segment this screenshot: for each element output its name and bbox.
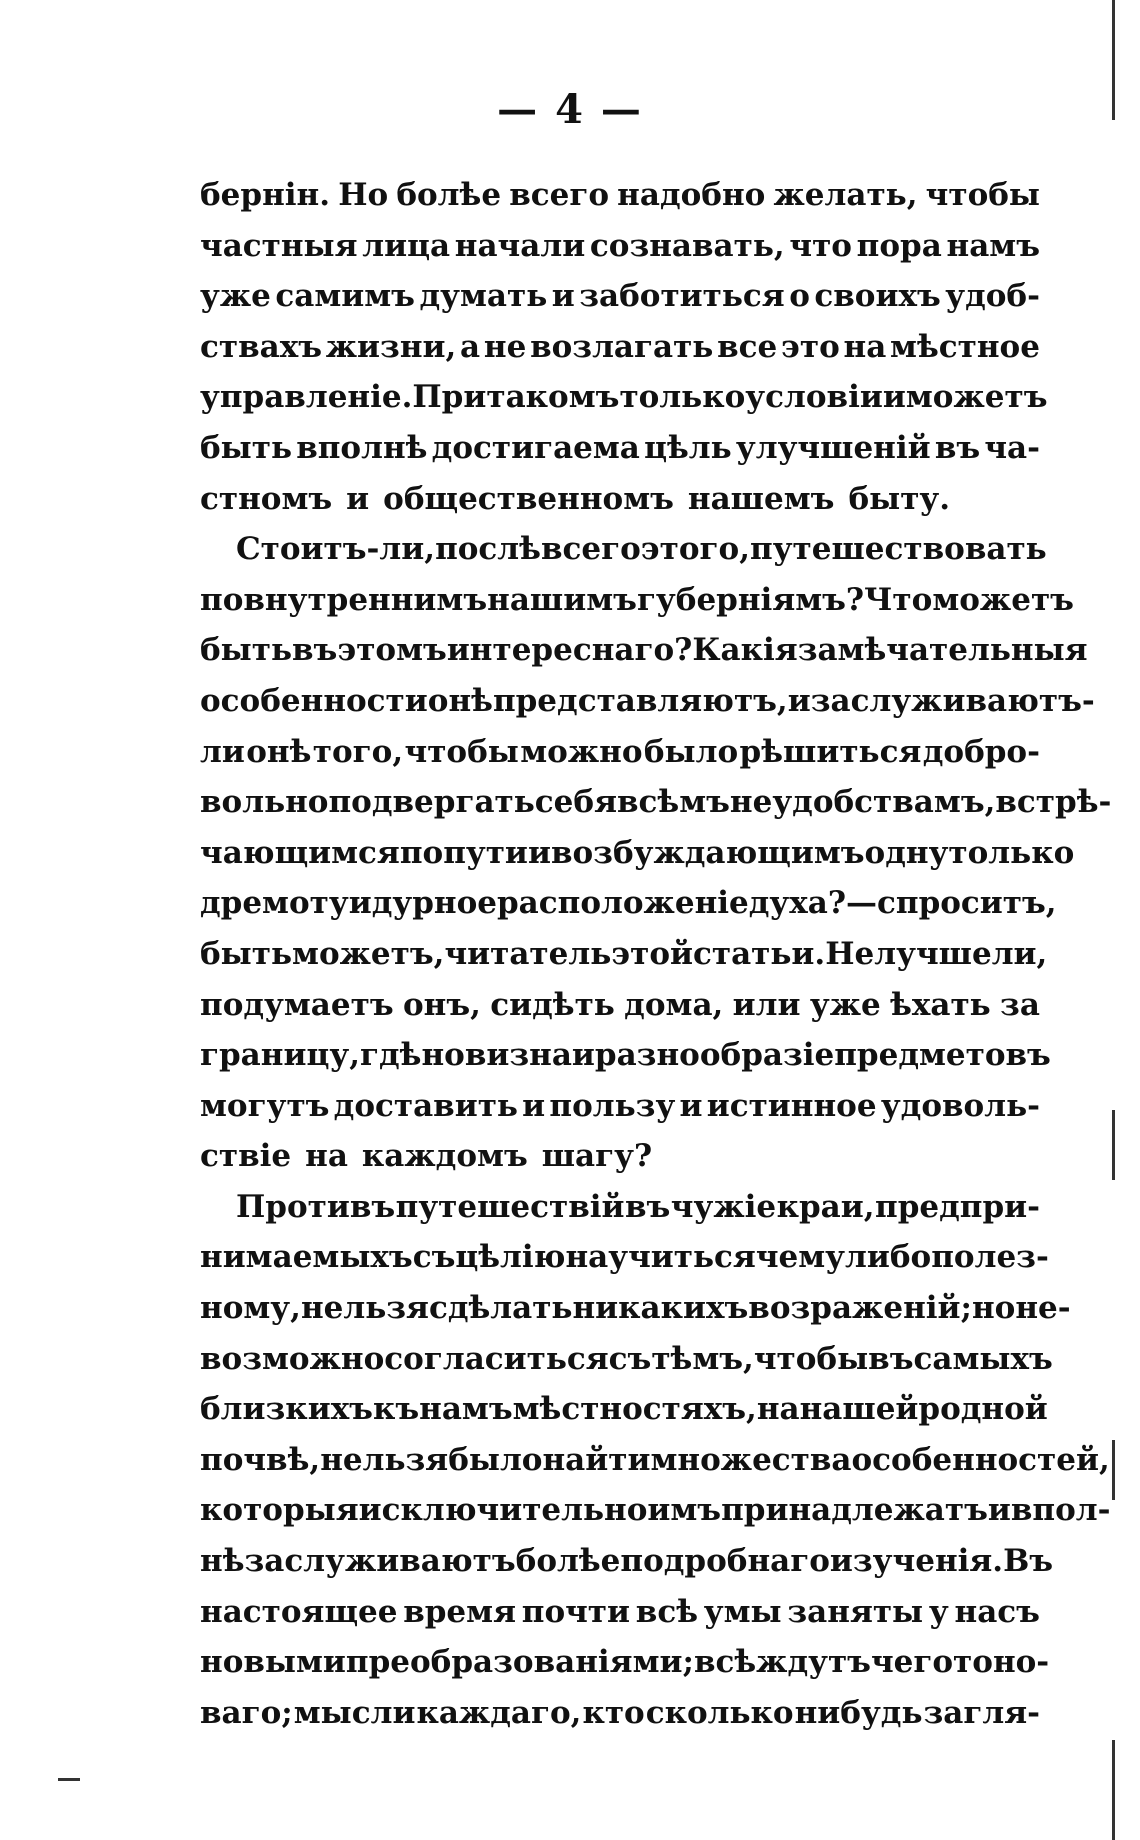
word: заняты [787,1593,924,1630]
word: о [789,278,810,315]
word: желать, [773,177,918,213]
word: улучшеній [735,429,931,466]
word: родной [918,1391,1048,1428]
word: то [953,1644,993,1681]
word: болѣе [396,177,502,213]
word: преобразованіями; [345,1644,694,1681]
word: читатель [444,935,612,972]
word: стномъ [200,480,333,517]
word: уже [200,278,271,315]
word: мѣстное [890,328,1040,365]
word: быть [200,632,293,669]
word: всѣ [635,1593,698,1630]
text-line [200,1030,1051,1081]
word: можно [520,733,643,770]
word: пути [443,834,528,871]
word: у [928,1593,949,1630]
word: множества [650,1441,852,1478]
word: и [346,480,370,517]
text-line [200,221,1040,272]
text-line [200,1182,1040,1233]
word: Но [338,177,389,213]
word: ли [200,733,245,770]
word: полез- [931,1239,1049,1276]
word: краи, [776,1188,875,1225]
word: исключительно [358,1492,648,1529]
word: новыми [200,1644,346,1681]
word: быть [200,935,293,972]
word: чающимся [200,834,400,871]
text-line [200,1384,1048,1435]
word: частныя [200,227,358,264]
word: Въ [1003,1543,1054,1580]
word: насъ [954,1593,1040,1630]
word: заслуживаютъ- [810,682,1095,719]
word: и [882,379,906,416]
word: тѣмъ, [651,1340,754,1377]
word: что [789,227,852,264]
page-number: — 4 — [497,86,643,133]
text-line [200,1283,1071,1334]
word: сдѣлать [428,1290,573,1327]
word: расположеніе [497,885,749,922]
word: возлагать [530,328,714,365]
word: настоящее [200,1593,398,1630]
word: надобно [617,177,766,213]
text-line [200,1485,1111,1536]
word: съ [412,1239,456,1276]
word: и [551,278,575,315]
word: этой [611,935,694,972]
word: дурное [371,885,497,922]
word: путешествій [395,1188,625,1225]
word: мысли [293,1694,416,1731]
word: Какія [692,632,798,669]
text-line [200,1232,1049,1283]
word: на [756,1391,800,1428]
word: доставить [333,1087,518,1124]
word: удоволь- [880,1087,1040,1124]
word: было [448,1441,543,1478]
word: онъ, [402,986,481,1023]
word: замѣчательныя [797,632,1088,669]
word: это [780,328,840,365]
word: статьи. [693,935,826,972]
word: заслуживаютъ [244,1543,516,1580]
word: въ [934,429,981,466]
text-line [200,727,1040,778]
text-line [200,1131,1040,1182]
word: намъ [419,1391,513,1428]
word: чтобы [753,1340,869,1377]
word: чтобы [404,733,519,770]
word: ваго; [200,1694,293,1731]
text-line [200,372,1048,423]
word: время [403,1593,516,1630]
word: цѣлію [455,1239,566,1276]
word: въ [868,1340,914,1377]
word: дремоту [200,885,349,922]
word: можетъ, [292,935,445,972]
text-line [200,524,1047,575]
word: жизни, [325,328,457,365]
word: онѣ [246,733,312,770]
word: къ [372,1391,420,1428]
right-margin-rule-lower [1112,1440,1115,1500]
word: не [483,328,527,365]
word: имъ [647,1492,722,1529]
text-line [200,423,1040,474]
word: или [732,986,801,1023]
word: встрѣ- [995,784,1112,821]
word: чему [755,1239,845,1276]
word: впол- [1010,1492,1111,1529]
word: разнообразіе [594,1037,835,1074]
word: могутъ [200,1087,330,1124]
word: нибудь [794,1694,923,1731]
word: интереснаго? [446,632,693,669]
word: достигаема [431,429,640,466]
text-line [200,322,1040,373]
word: принадлежатъ [721,1492,988,1529]
word: особенностей, [851,1441,1110,1478]
word: дома, [624,986,724,1023]
word: вполнѣ [296,429,428,466]
word: себя [534,784,617,821]
word: нельзя [320,1441,449,1478]
right-margin-rule-middle [1112,1110,1115,1180]
text-line [200,575,1074,626]
word: сидѣть [490,986,615,1023]
word: мѣстностяхъ, [512,1391,757,1428]
word: вольно [200,784,329,821]
word: ѣхать [890,986,991,1023]
word: духа?— [748,885,878,922]
word: подумаетъ [200,986,394,1023]
word: истинное [706,1087,877,1124]
word: онѣ [427,682,493,719]
margin-mark [58,1778,80,1781]
word: на [843,328,887,365]
word: путешествовать [750,531,1047,568]
word: удоб- [945,278,1040,315]
word: возбуждающимъ [550,834,865,871]
word: не- [1015,1290,1071,1327]
word: почвѣ, [200,1441,321,1478]
text-line [200,1688,1040,1739]
word: только [948,834,1075,871]
word: неудобствамъ, [729,784,996,821]
word: въ [625,1188,671,1225]
word: было [643,733,739,770]
word: и [527,834,551,871]
word: послѣ [435,531,541,568]
word: никакихъ [572,1290,749,1327]
text-line [200,625,1088,676]
word: подвергать [328,784,535,821]
word: всѣмъ [616,784,730,821]
word: чтобы [925,177,1040,213]
text-line [200,1587,1040,1638]
text-line [200,474,1040,525]
word: новизна [421,1037,572,1074]
word: всѣ [693,1644,757,1681]
word: каждаго, [416,1694,582,1731]
word: и [679,1087,703,1124]
word: почти [521,1593,631,1630]
word: подробнаго [620,1543,830,1580]
text-line [200,1637,1050,1688]
word: каждомъ [361,1138,528,1175]
word: ствахъ [200,328,322,365]
word: нашимъ [487,581,637,618]
word: чего [870,1644,954,1681]
word: ча- [984,429,1040,466]
word: сколько [645,1694,794,1731]
word: Что [864,581,933,618]
word: кто [582,1694,645,1731]
word: нашемъ [687,480,835,517]
word: Не [825,935,875,972]
text-line [200,1081,1040,1132]
word: гдѣ [359,1037,422,1074]
text-line [200,170,1040,221]
word: спроситъ, [877,885,1057,922]
word: близкихъ [200,1391,373,1428]
word: сознавать, [589,227,785,264]
word: своихъ [814,278,941,315]
right-margin-rule-top [1112,0,1115,120]
word: нашей [799,1391,919,1428]
word: этомъ [337,632,447,669]
word: по [200,581,244,618]
word: шагу? [541,1138,653,1175]
word: пора [856,227,942,264]
text-line [200,1435,1110,1486]
word: пользу [549,1087,676,1124]
word: лица [362,227,451,264]
word: либо [845,1239,932,1276]
word: по [399,834,444,871]
word: представляютъ, [492,682,788,719]
word: быть [200,429,293,466]
word: предметовъ [834,1037,1051,1074]
word: границу, [200,1037,360,1074]
word: цѣль [644,429,732,466]
word: болѣе [515,1543,621,1580]
word: можетъ [905,379,1048,416]
word: начали [454,227,586,264]
word: быту. [848,480,951,517]
word: всего [509,177,610,213]
word: особенности [200,682,428,719]
word: самимъ [275,278,415,315]
word: ному, [200,1290,301,1327]
word: ждутъ [756,1644,871,1681]
word: и [522,1087,546,1124]
word: нельзя [300,1290,429,1327]
word: губерніямъ? [636,581,865,618]
text-line [200,878,1057,929]
word: ствіе [200,1138,292,1175]
word: и [571,1037,595,1074]
word: на [305,1138,348,1175]
word: возможно [200,1340,385,1377]
word: бернін. [200,177,331,213]
word: ли, [991,935,1048,972]
word: но- [992,1644,1050,1681]
word: загля- [923,1694,1040,1731]
text-line [200,929,1048,980]
word: научиться [565,1239,756,1276]
word: но [971,1290,1016,1327]
word: При [412,379,487,416]
word: условіи [745,379,883,416]
word: только [619,379,746,416]
word: нѣ [200,1543,245,1580]
word: уже [809,986,881,1023]
word: съ [608,1340,652,1377]
word: возраженій; [748,1290,972,1327]
word: внутреннимъ [243,581,488,618]
word: за [1000,986,1040,1023]
word: всего [540,531,641,568]
word: этого, [640,531,751,568]
word: рѣшиться [739,733,922,770]
word: которыя [200,1492,359,1529]
word: согласиться [384,1340,609,1377]
text-line [200,777,1112,828]
word: и [787,682,811,719]
word: самыхъ [913,1340,1053,1377]
word: умы [703,1593,782,1630]
word: можетъ [932,581,1074,618]
text-line [200,271,1040,322]
word: предпри- [875,1188,1040,1225]
word: добро- [922,733,1040,770]
word: Стоитъ-ли, [236,531,436,568]
word: и [987,1492,1011,1529]
word: думать [419,278,548,315]
word: такомъ [486,379,620,416]
text-line [200,1536,1054,1587]
word: изученія. [829,1543,1004,1580]
word: все [717,328,778,365]
word: и [348,885,372,922]
text-line [200,676,1095,727]
word: того, [312,733,404,770]
word: одну [864,834,949,871]
word: нимаемыхъ [200,1239,413,1276]
text-line [200,980,1040,1031]
word: управленіе. [200,379,413,416]
word: Противъ [236,1188,396,1225]
word: въ [292,632,338,669]
text-line [200,828,1075,879]
right-margin-rule-bottom [1112,1740,1115,1840]
word: намъ [946,227,1040,264]
text-line [200,1334,1053,1385]
word: лучше [874,935,992,972]
word: заботиться [579,278,785,315]
word: чужіе [670,1188,777,1225]
word: найти [542,1441,651,1478]
word: общественномъ [383,480,674,517]
body-text [200,170,1112,1738]
word: а [460,328,481,365]
